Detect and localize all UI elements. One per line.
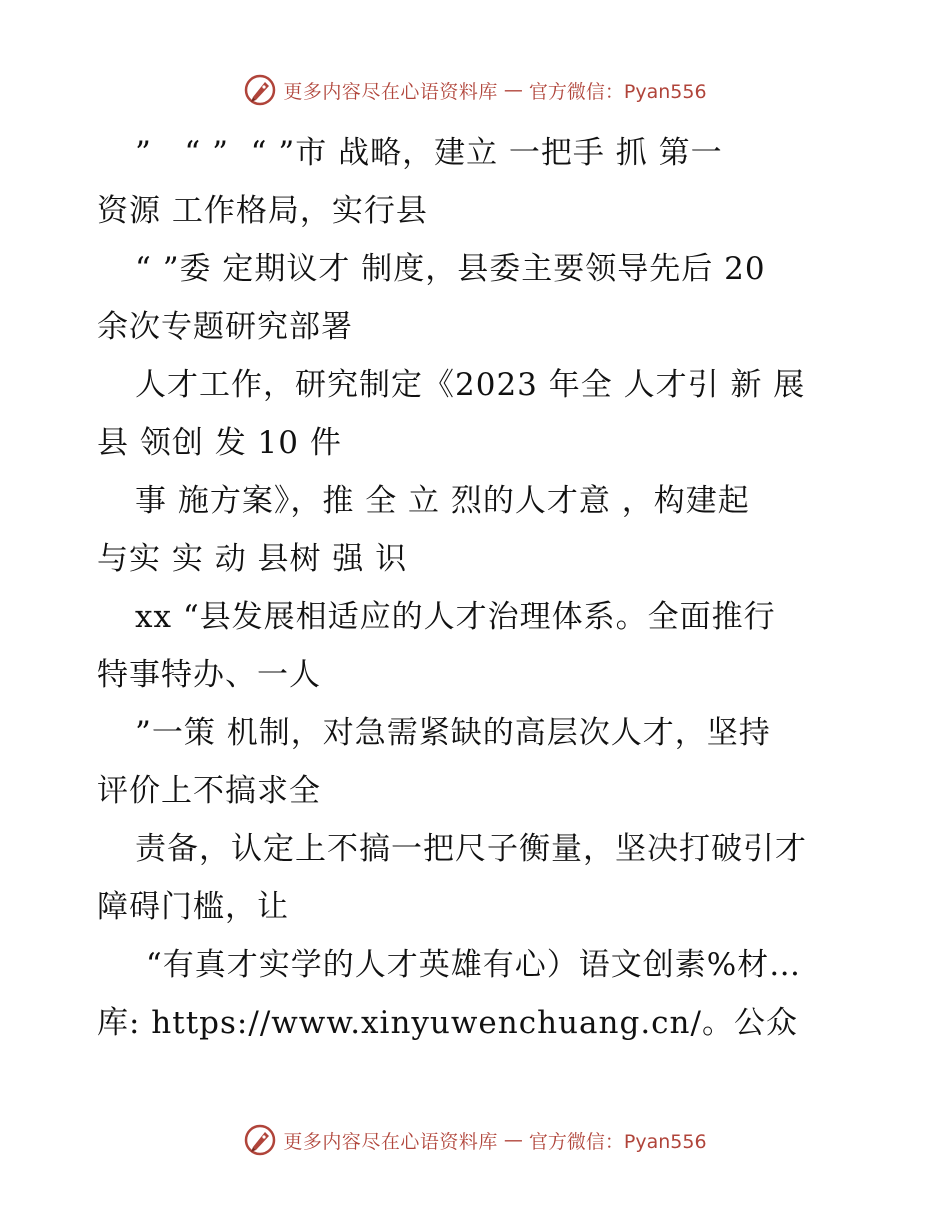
header-watermark (0, 70, 950, 110)
pen-nib-logo-icon (243, 73, 277, 107)
header-watermark-inner (243, 73, 706, 107)
text-line: 事 施方案》，推 全 立 烈的人才意 ，构建起 (135, 483, 750, 519)
text-line: 障碍门槛，让 (97, 889, 289, 925)
footer-watermark-inner (243, 1123, 706, 1157)
text-line: 县 领创 发 10 件 (97, 425, 342, 461)
text-line: 资源 工作格局，实行县 (97, 193, 428, 229)
text-line: 与实 实 动 县树 强 识 (97, 541, 408, 577)
text-line: 特事特办、一人 (97, 657, 321, 693)
text-line: 人才工作，研究制定《2023 年全 人才引 新 展 (135, 367, 806, 403)
text-line: ”一策 机制，对急需紧缺的高层次人才，坚持 (135, 715, 771, 751)
text-line: xx “县发展相适应的人才治理体系。全面推行 (135, 599, 776, 635)
text-line: 评价上不搞求全 (97, 773, 321, 809)
site-name-text: 更多内容尽在心语资料库 (283, 1130, 498, 1153)
footer-watermark (0, 1120, 950, 1160)
text-line: 责备，认定上不搞一把尺子衡量，坚决打破引才 (135, 831, 807, 867)
text-line: ” “ ” “ ”市 战略，建立 一把手 抓 第一 (135, 135, 723, 171)
wechat-contact-text: 官方微信：Pyan556 (528, 80, 707, 103)
site-name-text: 更多内容尽在心语资料库 (283, 80, 498, 103)
text-line: 库: https://www.xinyuwenchuang.cn/。公众 (97, 1005, 798, 1041)
text-line: “有真才实学的人才英雄有心）语文创素%材… (135, 947, 802, 983)
wechat-contact-text: 官方微信：Pyan556 (528, 1130, 707, 1153)
document-body (97, 124, 857, 1052)
text-line: “ ”委 定期议才 制度，县委主要领导先后 20 (135, 251, 766, 287)
pen-nib-logo-icon (243, 1123, 277, 1157)
banner-separator: — (503, 79, 523, 101)
text-line: 余次专题研究部署 (97, 309, 353, 345)
banner-separator: — (503, 1129, 523, 1151)
